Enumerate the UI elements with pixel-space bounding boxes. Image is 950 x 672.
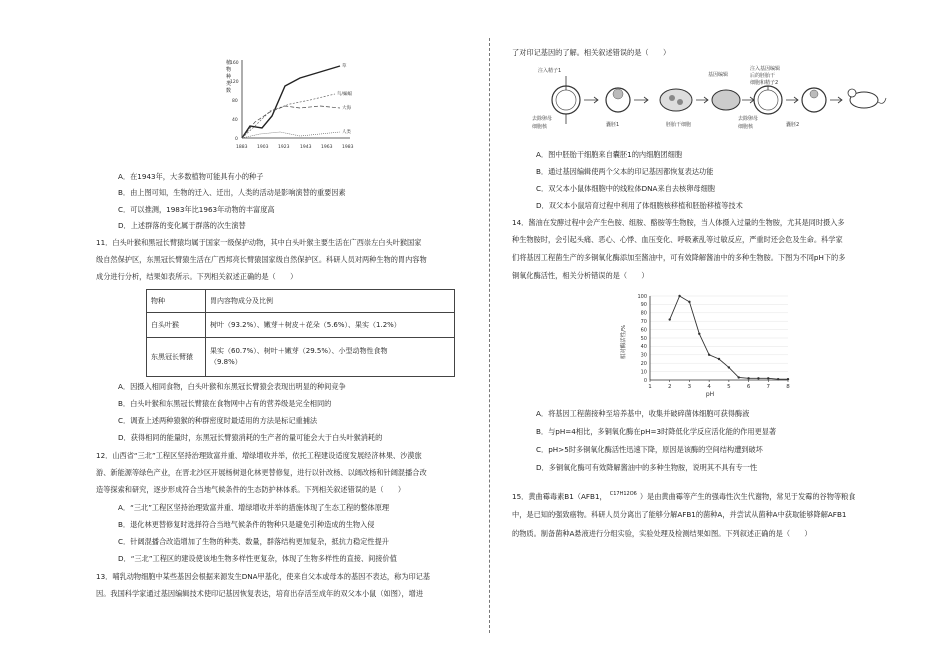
y-label-char: 物 bbox=[226, 67, 232, 73]
q14-option-a: A．将基因工程菌接种至培养基中，收集并破碎菌体细胞可获得酶液 bbox=[536, 409, 750, 418]
q15-stem-part: 15．黄曲霉毒素B1（AFB1， bbox=[512, 492, 607, 501]
x-tick-label: 1903 bbox=[257, 145, 269, 150]
y-tick-label: 80 bbox=[640, 310, 647, 317]
y-tick-label: 0 bbox=[643, 377, 647, 384]
y-tick-label: 160 bbox=[230, 61, 239, 66]
y-tick-label: 30 bbox=[640, 352, 647, 359]
stem-cell-icon bbox=[660, 89, 692, 111]
data-point bbox=[669, 318, 671, 320]
diagram-label: 去除卵母 bbox=[532, 116, 553, 122]
series-label: 鸟/蝙蝠 bbox=[337, 92, 353, 97]
q11-stem-line: 成分进行分析，结果如表所示。下列相关叙述正确的是（ ） bbox=[96, 272, 298, 281]
q11-stem-line: 11．白头叶猴和黑冠长臂猿均属于国家一级保护动物，其中白头叶猴主要生活在广西崇左白头叶猴国家 bbox=[96, 238, 422, 247]
inner-cell-mass-icon bbox=[810, 90, 818, 98]
diagram-label: 细胞和精子2 bbox=[750, 80, 779, 86]
y-tick-label: 0 bbox=[235, 137, 238, 142]
diagram-label: 囊胚2 bbox=[786, 122, 800, 128]
mouse-icon bbox=[848, 89, 886, 108]
egg-inner-icon bbox=[758, 90, 778, 110]
series-label: 人类 bbox=[342, 130, 351, 135]
data-point bbox=[767, 377, 769, 379]
x-tick-label: 3 bbox=[687, 384, 692, 390]
arrow-icon bbox=[742, 97, 754, 103]
data-point bbox=[738, 376, 740, 378]
q13-option-a: A．图中胚胎干细胞来自囊胚1的内细胞团细胞 bbox=[536, 150, 683, 159]
q15-stem-line: 的物质。制备菌种A悬液进行分组实验，实验处理及检测结果如图。下列叙述正确的是（ ） bbox=[512, 529, 812, 538]
q11-option-b: B．白头叶猴和东黑冠长臂猿在食物网中占有的营养级是完全相同的 bbox=[118, 399, 332, 408]
stem-cell-nucleus-icon bbox=[669, 95, 675, 101]
q14-option-d: D．多铜氧化酶可有效降解酱油中的多种生物胺，说明其不具有专一性 bbox=[536, 463, 758, 472]
table-cell: 白头叶猴 bbox=[147, 313, 206, 338]
arrow-icon bbox=[786, 97, 798, 103]
data-point bbox=[757, 377, 759, 379]
q13-stem-line: 了对印记基因的了解。相关叙述错误的是（ ） bbox=[512, 48, 671, 57]
arrow-icon bbox=[696, 97, 708, 103]
data-point bbox=[728, 366, 730, 368]
y-label-char: 植 bbox=[226, 60, 232, 66]
table-cell-line: 果实（60.7%）、树叶＋嫩芽（29.5%）、小型动物性食物 bbox=[210, 347, 388, 355]
data-point bbox=[718, 358, 720, 360]
diagram-label: 胚胎干细胞 bbox=[666, 122, 692, 128]
egg-inner-icon bbox=[556, 90, 576, 110]
x-tick-label: 1943 bbox=[300, 145, 312, 150]
y-axis-label: 相对酶活性/% bbox=[621, 324, 627, 360]
x-tick-label: 1883 bbox=[236, 145, 248, 150]
diagram-label: 囊胚1 bbox=[606, 122, 620, 128]
x-tick-label: 7 bbox=[766, 384, 771, 390]
y-tick-label: 10 bbox=[640, 369, 647, 376]
data-point bbox=[747, 377, 749, 379]
x-tick-label: 1 bbox=[648, 384, 652, 390]
series-label: 草 bbox=[342, 64, 347, 69]
bipaternal-mouse-diagram bbox=[528, 62, 888, 140]
y-tick-label: 80 bbox=[232, 99, 238, 104]
q14-stem-line: 们将基因工程菌生产的多铜氧化酶添加至酱油中，可有效降解酱油中的多种生物胺。下图为不同pH下的多 bbox=[512, 253, 846, 262]
chemical-formula: C17H12O6 bbox=[609, 491, 637, 497]
arrow-icon bbox=[584, 97, 598, 103]
q15-stem-part: ）是由黄曲霉等产生的强毒性次生代谢物，常见于发霉的谷物等粮食 bbox=[639, 492, 856, 501]
diagram-label: 注入基因编辑 bbox=[750, 66, 781, 72]
x-tick-label: 4 bbox=[707, 384, 711, 390]
diagram-label: 注入精子1 bbox=[538, 68, 562, 74]
table-cell: 东黑冠长臂猿 bbox=[147, 338, 206, 377]
q15-stem-line: 中，是已知的强致癌物。科研人员分离出了能够分解AFB1的菌种A，并尝试从菌种A中获取能够降解AFB1 bbox=[512, 510, 847, 519]
q12-option-a: A．“三北”工程区坚持治理致富并重、增绿增收并举的措施体现了生态工程的整体原理 bbox=[118, 503, 390, 512]
x-tick-label: 2 bbox=[667, 384, 672, 390]
q14-option-b: B．与pH=4相比，多铜氧化酶在pH=3时降低化学反应活化能的作用更显著 bbox=[536, 427, 777, 436]
x-tick-label: 1983 bbox=[342, 145, 354, 150]
data-point bbox=[678, 295, 680, 297]
y-tick-label: 100 bbox=[637, 293, 647, 300]
x-axis-label: pH bbox=[705, 391, 715, 398]
y-tick-label: 60 bbox=[640, 327, 647, 334]
x-tick-label: 1923 bbox=[278, 145, 290, 150]
inner-cell-mass-icon bbox=[613, 89, 623, 99]
q12-stem-line: 造等探索和研究，逐步形成符合当地气候条件的生态防护林体系。下列相关叙述错误的是（ ） bbox=[96, 485, 406, 494]
x-tick-label: 1963 bbox=[321, 145, 333, 150]
q14-stem-line: 14．酱油在发酵过程中会产生色胺、组胺、酪胺等生物胺，当人体摄入过量的生物胺，尤其是同时摄入多 bbox=[512, 218, 845, 227]
data-point bbox=[688, 301, 690, 303]
q13-option-c: C．双父本小鼠体细胞中的线粒体DNA来自去核卵母细胞 bbox=[536, 184, 715, 193]
table-cell-line: （9.8%） bbox=[210, 358, 242, 366]
y-tick-label: 20 bbox=[640, 361, 647, 367]
diagram-label: 基因编辑 bbox=[708, 72, 729, 78]
q11-option-c: C．调查上述两种猿猴的种群密度时最适用的方法是标记重捕法 bbox=[118, 416, 318, 425]
diagram-label: 去除卵母 bbox=[738, 116, 759, 122]
table-header-cell: 物种 bbox=[147, 290, 206, 313]
y-tick-label: 50 bbox=[640, 335, 647, 342]
y-label-char: 数 bbox=[226, 88, 232, 94]
data-point bbox=[698, 333, 700, 335]
diagram-label: 细胞核 bbox=[738, 124, 754, 130]
q12-option-b: B．退化林更替修复时选择符合当地气候条件的物种只是避免引种造成的生物入侵 bbox=[118, 520, 375, 529]
arrow-icon bbox=[830, 97, 842, 103]
q14-option-c: C．pH>5时多铜氧化酶活性迅速下降，原因是该酶的空间结构遭到破坏 bbox=[536, 445, 763, 454]
x-tick-label: 8 bbox=[786, 384, 790, 390]
y-label-char: 种 bbox=[226, 74, 232, 80]
y-tick-label: 90 bbox=[640, 302, 647, 309]
q10-option-b: B．由上图可知，生物的迁入、迁出，人类的活动是影响演替的重要因素 bbox=[118, 188, 346, 197]
diagram-label: 后的胚胎干 bbox=[750, 73, 776, 79]
x-tick-label: 5 bbox=[727, 384, 731, 390]
q11-stem-line: 级自然保护区，东黑冠长臂猿生活在广西邦亮长臂猿国家级自然保护区。科研人员对两种生物的胃内容物 bbox=[96, 255, 427, 264]
q13-option-d: D．双父本小鼠培育过程中利用了体细胞核移植和胚胎移植等技术 bbox=[536, 201, 743, 210]
q15-stem-line bbox=[512, 489, 855, 502]
data-point bbox=[787, 378, 789, 380]
q13-stem-line: 13．哺乳动物细胞中某些基因会根据来源发生DNA甲基化，使来自父本或母本的基因不表达，称为印记基 bbox=[96, 572, 431, 581]
table-cell: 树叶（93.2%）、嫩芽＋树皮＋花朵（5.6%）、果实（1.2%） bbox=[206, 313, 455, 338]
q12-stem-line: 游、新能源等绿色产业，在晋北沙区开展杨树退化林更替修复，进行以针改杨、以阔改杨和针阔混播合改 bbox=[96, 468, 427, 477]
q10-option-c: C．可以推测，1983年比1963年动物的丰富度高 bbox=[118, 205, 275, 214]
y-tick-label: 40 bbox=[640, 344, 647, 351]
table-header-cell: 胃内容物成分及比例 bbox=[206, 290, 455, 313]
q10-option-d: D．上述群落的变化属于群落的次生演替 bbox=[118, 221, 246, 230]
edited-stem-cell-icon bbox=[712, 90, 740, 110]
q12-stem-line: 12．山西省“三北”工程区坚持治理致富并重、增绿增收并举，依托工程建设适度发展经济林果、沙漠旅 bbox=[96, 451, 422, 460]
x-tick-label: 6 bbox=[746, 384, 751, 390]
q13-stem-line: 因。我国科学家通过基因编辑技术使印记基因恢复表达，培育出存活至成年的双父本小鼠（如图），增进 bbox=[96, 589, 424, 598]
series-label: 大海 bbox=[342, 106, 351, 111]
diagram-label: 细胞核 bbox=[532, 124, 548, 130]
y-label-char: 类 bbox=[226, 81, 232, 87]
q10-option-a: A．在1943年，大多数植物可能具有小的种子 bbox=[118, 172, 264, 181]
enzyme-activity-chart bbox=[618, 290, 798, 398]
q11-option-a: A．因摄入相同食物，白头叶猴和东黑冠长臂猿会表现出明显的种间竞争 bbox=[118, 382, 346, 391]
data-point bbox=[777, 378, 779, 380]
q13-option-b: B．通过基因编辑使两个父本的印记基因都恢复表达功能 bbox=[536, 167, 714, 176]
stem-cell-nucleus-icon bbox=[677, 99, 683, 105]
q12-option-c: C．针阔混播合改造增加了生物的种类、数量，群落结构更加复杂，抵抗力稳定性提升 bbox=[118, 537, 389, 546]
y-tick-label: 70 bbox=[640, 319, 647, 325]
y-tick-label: 40 bbox=[232, 118, 238, 123]
data-point bbox=[708, 354, 710, 356]
y-tick-label: 120 bbox=[230, 80, 239, 85]
q11-option-d: D．获得相同的能量时，东黑冠长臂猿消耗的生产者的量可能会大于白头叶猴消耗的 bbox=[118, 433, 383, 442]
q14-stem-line: 种生物胺时，会引起头痛、恶心、心悸、血压变化、呼吸紊乱等过敏反应，严重时还会危及生命。科学家 bbox=[512, 235, 843, 244]
arrow-icon bbox=[634, 97, 648, 103]
q12-option-d: D．“三北”工程区的建设使该地生物多样性更复杂，体现了生物多样性的直接、间接价值 bbox=[118, 554, 397, 563]
q14-stem-line: 铜氧化酶活性，相关分析错误的是（ ） bbox=[512, 271, 649, 280]
